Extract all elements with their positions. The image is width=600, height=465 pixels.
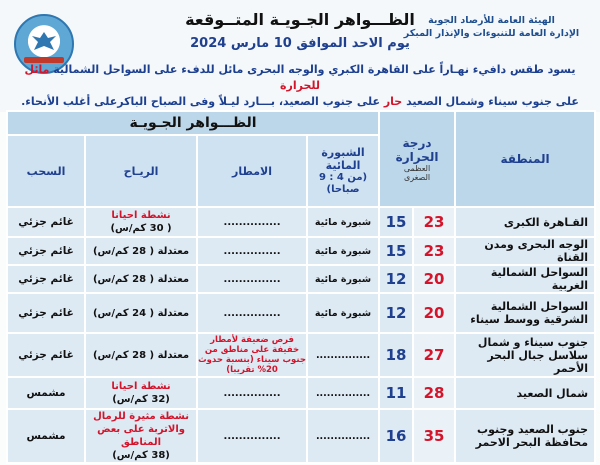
temp-min-cell: 15 xyxy=(379,207,413,237)
region-cell: القـاهرة الكبرى xyxy=(455,207,595,237)
rain-cell: ............... xyxy=(197,409,307,463)
forecast-table xyxy=(6,110,594,462)
fog-cell: ............... xyxy=(307,377,379,409)
wind-cell xyxy=(85,377,197,409)
organization-name: الهيئة العامة للأرصاد الجوية الإدارة العامة للتنبوءات والإنذار المبكر xyxy=(403,15,580,39)
temp-min-cell: 15 xyxy=(379,237,413,265)
clouds-cell: غائم جزئي xyxy=(7,237,85,265)
temp-min-cell: 18 xyxy=(379,333,413,377)
wind-cell xyxy=(85,333,197,377)
wind-cell xyxy=(85,265,197,293)
clouds-cell: غائم جزئي xyxy=(7,207,85,237)
table-row xyxy=(7,409,595,463)
temp-max-cell: 35 xyxy=(413,409,455,463)
wind-speed-text: معتدلة ( 28 كم/س) xyxy=(92,349,190,361)
temp-min-cell: 16 xyxy=(379,409,413,463)
clouds-cell: غائم جزئي xyxy=(7,333,85,377)
temp-max-cell: 27 xyxy=(413,333,455,377)
table-row xyxy=(7,265,595,293)
weather-summary: يسود طقس دافيء نهـاراً على القاهرة الكبري والوجه البحرى مائل للدفء على السواحل الشمالية مائل للحرارة على جنوب سيناء وشمال الصعيد حار على جنوب الصعيد، بـــارد ليـلاً وفى الصباح الباكرعلى أغلب الأنحاء. xyxy=(21,63,579,108)
region-cell: جنوب الصعيد وجنوب محافظة البحر الاحمر xyxy=(455,409,595,463)
rain-cell: ............... xyxy=(197,237,307,265)
fog-cell: شبورة مائية xyxy=(307,265,379,293)
fog-cell: ............... xyxy=(307,409,379,463)
wind-speed-text: معتدلة ( 28 كم/س) xyxy=(92,245,190,257)
wind-cell xyxy=(85,237,197,265)
temp-min-cell: 12 xyxy=(379,293,413,333)
temp-min-cell: 12 xyxy=(379,265,413,293)
header-temperature: درجة الحرارة العظمى الصغرى xyxy=(379,111,455,207)
wind-cell xyxy=(85,409,197,463)
table-row xyxy=(7,377,595,409)
wind-cell xyxy=(85,207,197,237)
temp-max-cell: 20 xyxy=(413,265,455,293)
wind-speed-text: (32 كم/س) xyxy=(112,394,170,405)
header-rain: الامطار xyxy=(197,135,307,207)
header-clouds: السحب xyxy=(7,135,85,207)
fog-cell: ............... xyxy=(307,333,379,377)
temp-min-cell: 11 xyxy=(379,377,413,409)
clouds-cell: مشمس xyxy=(7,377,85,409)
wind-alert-text: نشطة احيانا xyxy=(111,210,171,221)
rain-cell: ............... xyxy=(197,293,307,333)
wind-speed-text: ( 30 كم/س) xyxy=(110,223,172,234)
table-row xyxy=(7,293,595,333)
region-cell: شمال الصعيد xyxy=(455,377,595,409)
fog-cell: شبورة مائية xyxy=(307,237,379,265)
wind-speed-text: معتدلة ( 28 كم/س) xyxy=(92,273,190,285)
clouds-cell: غائم جزئي xyxy=(7,293,85,333)
header-fog: الشبورة المائية (من 4 : 9 صباحا) xyxy=(307,135,379,207)
region-cell: الوجه البحرى ومدن القناة xyxy=(455,237,595,265)
region-cell: جنوب سيناء و شمال سلاسل جبال البحر الأحمر xyxy=(455,333,595,377)
clouds-cell: غائم جزئي xyxy=(7,265,85,293)
fog-cell: شبورة مائية xyxy=(307,293,379,333)
wind-alert-text: نشطة احيانا xyxy=(111,381,171,392)
page-title: الظـــواهر الجـويـة المتــوقعة xyxy=(185,10,415,29)
rain-cell: ............... xyxy=(197,207,307,237)
rain-cell: فرص ضعيفة لأمطار خفيفة على مناطق من جنوب سيناء (بنسبة حدوث 20% تقريبا) xyxy=(198,335,306,375)
temp-max-cell: 23 xyxy=(413,207,455,237)
wind-speed-text: (38 كم/س) xyxy=(112,450,170,461)
table-row xyxy=(7,237,595,265)
temp-max-cell: 23 xyxy=(413,237,455,265)
table-row xyxy=(7,207,595,237)
header-region: المنطقة xyxy=(455,111,595,207)
region-cell: السواحل الشمالية الغربية xyxy=(455,265,595,293)
wind-alert-text: نشطة مثيرة للرمال والاتربة على بعض المناطق xyxy=(93,411,189,448)
header-wind: الريـاح xyxy=(85,135,197,207)
wind-speed-text: معتدلة ( 24 كم/س) xyxy=(92,307,190,319)
clouds-cell: مشمس xyxy=(7,409,85,463)
fog-cell: شبورة مائية xyxy=(307,207,379,237)
header-phenomena: الظـــواهر الجـويـة xyxy=(7,111,379,135)
wind-cell xyxy=(85,293,197,333)
forecast-date: يوم الاحد الموافق 10 مارس 2024 xyxy=(190,36,410,51)
temp-max-cell: 20 xyxy=(413,293,455,333)
table-row xyxy=(7,333,595,377)
rain-cell: ............... xyxy=(197,265,307,293)
rain-cell: ............... xyxy=(197,377,307,409)
region-cell: السواحل الشمالية الشرقية ووسط سيناء xyxy=(455,293,595,333)
temp-max-cell: 28 xyxy=(413,377,455,409)
